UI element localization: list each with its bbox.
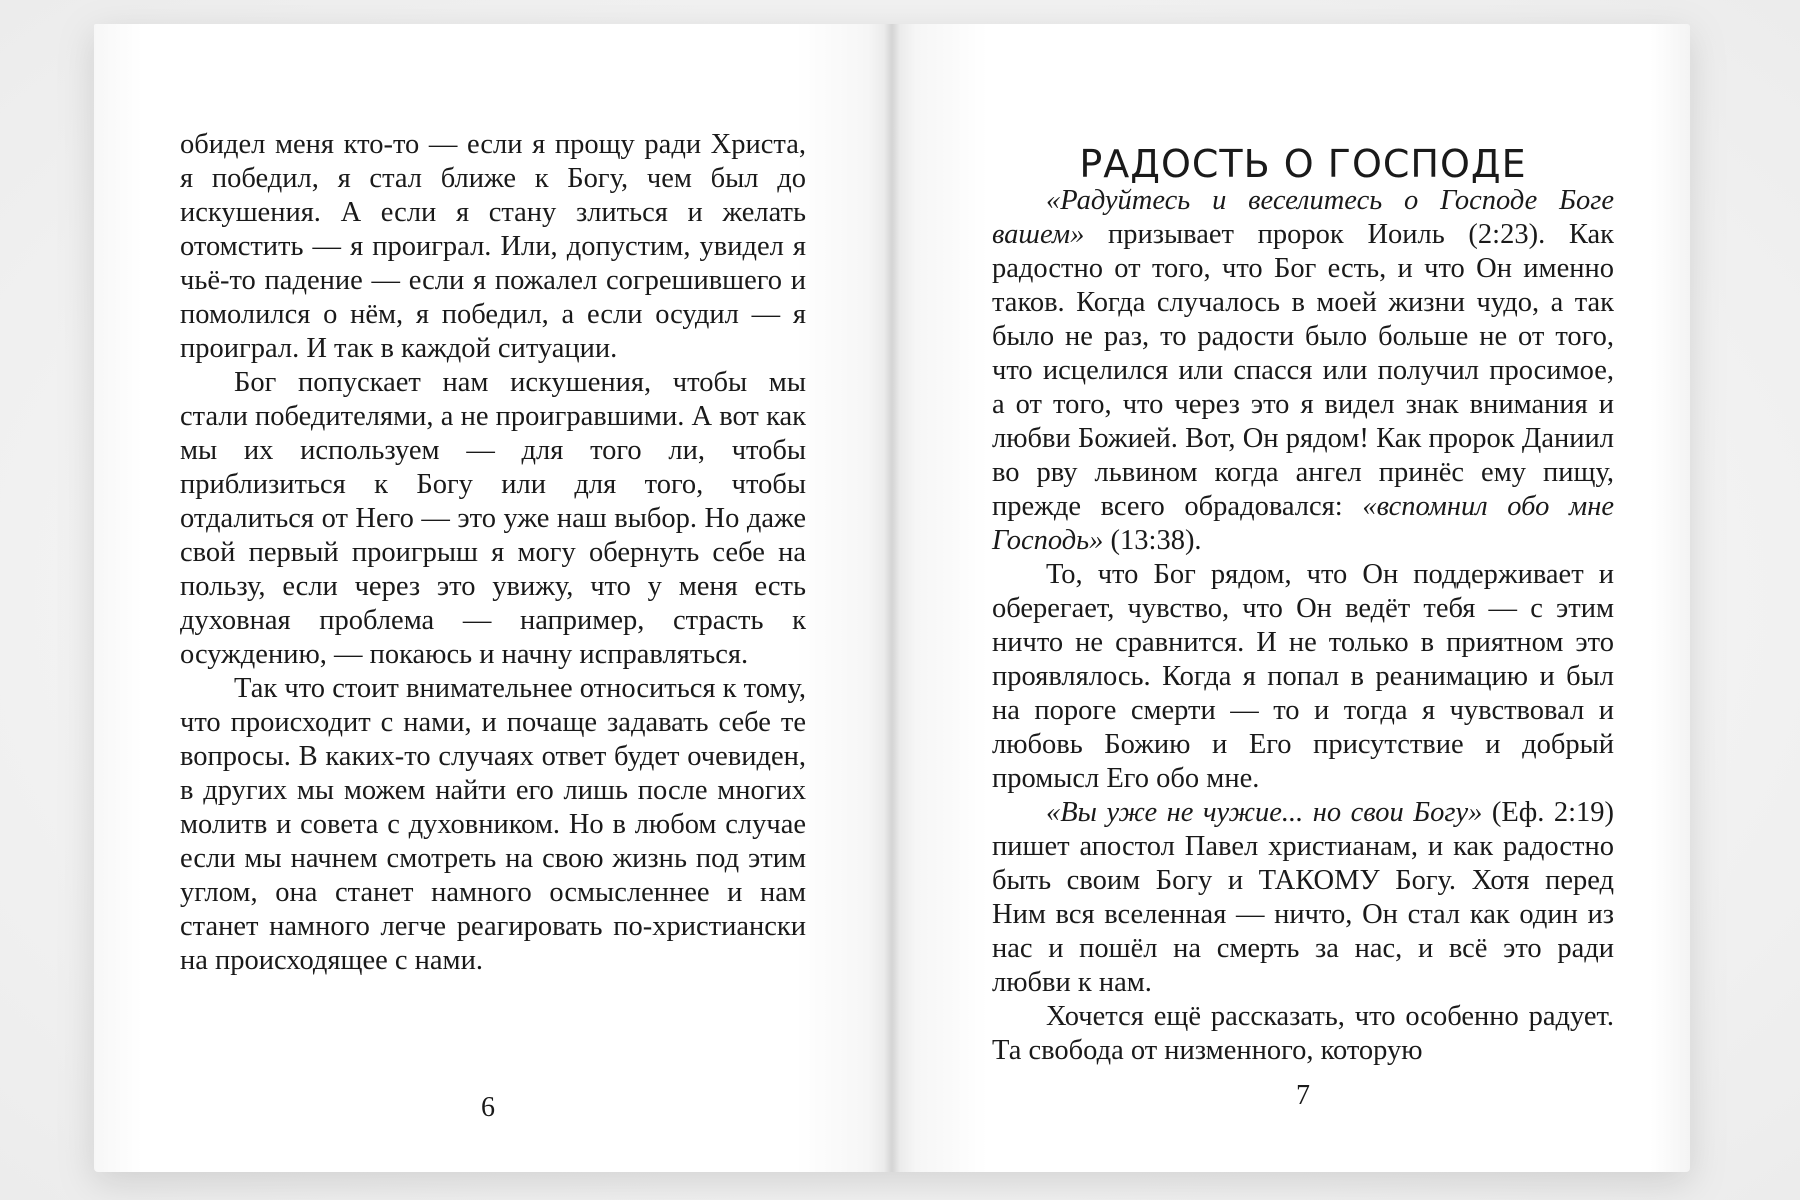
open-booklet [94,24,1690,1172]
right-paragraph-2: То, что Бог рядом, что Он поддерживает и оберегает, чувство, что Он ведёт тебя — с этим ничто не сравнится. И не только в приятном это проявлялось. Когда я попал в реанимацию и был на пороге смерти — то и тогда я чувствовал и любовь Божию и Его присутствие и добрый промысл Его обо мне. [992,559,1614,794]
right-paragraph-3 [992,796,1614,1000]
left-paragraph-2: Бог попускает нам искушения, чтобы мы стали победителями, а не проигравшими. А вот как мы их используем — для того ли, чтобы приблизиться к Богу или для того, чтобы отдалиться от Него — это уже наш выбор. Но даже свой первый проигрыш я могу обернуть себе на пользу, если через это увижу, что у меня есть духовная проблема — например, страсть к осуждению, — покаюсь и начну исправляться. [180,367,806,670]
right-paragraph-1-text: призывает пророк Иоиль (2:23). Как радостно от того, что Бог есть, и что Он именно таков. Когда случалось в моей жизни чудо, а так было не раз, то радости было больше не от того, что исцелился или спасся или получил просимое, а от того, что через это я видел знак внимания и любви Божией. Вот, Он рядом! Как пророк Даниил во рву львином когда ангел принёс ему пищу, прежде всего обрадовался: [992,219,1614,522]
chapter-title: РАДОСТЬ О ГОСПОДЕ [1079,142,1527,186]
quote-joel: «Радуйтесь и веселитесь о Господе Боге вашем» [992,185,1614,250]
right-page-text [992,184,1614,1068]
left-paragraph-3: Так что стоит внимательнее относиться к тому, что происходит с нами, и почаще задавать себе те вопросы. В каких-то случаях ответ будет очевиден, в других мы можем найти его лишь после многих молитв и совета с духовником. Но в любом случае если мы начнем смотреть на свою жизнь под этим углом, она станет намного осмысленнее и нам станет намного легче реагировать по-христиански на происходящее с нами. [180,673,806,976]
right-paragraph-1-ref: (13:38). [1103,525,1202,556]
right-paragraph-3-text: (Еф. 2:19) пишет апостол Павел христианам, и как радостно быть своим Богу и ТАКОМУ Богу. Хотя перед Ним вся вселенная — ничто, Он стал как один из нас и пошёл на смерть за нас, и всё это ради любви к нам. [992,797,1614,998]
left-page-text [180,128,806,978]
right-paragraph-1 [992,184,1614,558]
right-page [892,24,1690,1172]
left-paragraph-1: обидел меня кто-то — если я прощу ради Христа, я победил, я стал ближе к Богу, чем был до искушения. А если я стану злиться и желать отомстить — я проиграл. Или, допустим, увидел я чьё-то падение — если я пожалел согрешившего и помолился о нём, я победил, а если осудил — я проиграл. И так в каждой ситуации. [180,129,806,364]
right-page-number: 7 [1296,1080,1310,1111]
right-paragraph-4: Хочется ещё рассказать, что особенно радует. Та свобода от низменного, которую [992,1001,1614,1066]
quote-ephesians: «Вы уже не чужие... но свои Богу» [1046,797,1483,828]
left-page-number: 6 [481,1092,495,1123]
left-page [94,24,892,1172]
quote-daniel: «вспомнил обо мне Господь» [992,491,1614,556]
